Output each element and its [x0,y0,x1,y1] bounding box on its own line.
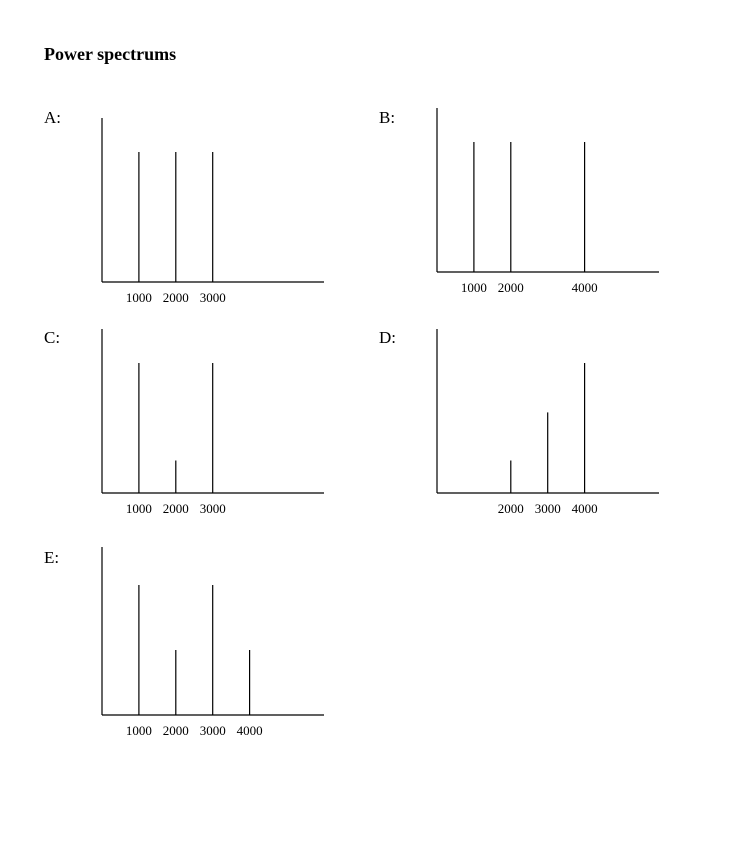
page-title: Power spectrums [44,44,177,64]
chart-e-tick-label-2000: 2000 [162,723,189,738]
chart-e-tick-label-1000: 1000 [125,723,152,738]
chart-b-tick-label-2000: 2000 [497,280,524,295]
chart-d-tick-label-2000: 2000 [497,501,524,516]
panel-label-d: D: [379,328,396,347]
chart-c-tick-label-1000: 1000 [125,501,152,516]
panel-label-c: C: [44,328,61,347]
panel-label-b: B: [379,108,396,127]
chart-b-tick-label-4000: 4000 [571,280,598,295]
chart-e-tick-label-4000: 4000 [236,723,263,738]
chart-d-tick-label-4000: 4000 [571,501,598,516]
chart-d-tick-label-3000: 3000 [534,501,561,516]
chart-a-tick-label-3000: 3000 [199,290,226,305]
chart-a-tick-label-1000: 1000 [125,290,152,305]
chart-b-tick-label-1000: 1000 [460,280,487,295]
chart-c-tick-label-3000: 3000 [199,501,226,516]
panel-label-a: A: [44,108,61,127]
chart-c-tick-label-2000: 2000 [162,501,189,516]
chart-a-tick-label-2000: 2000 [162,290,189,305]
chart-e-tick-label-3000: 3000 [199,723,226,738]
panel-label-e: E: [44,548,60,567]
